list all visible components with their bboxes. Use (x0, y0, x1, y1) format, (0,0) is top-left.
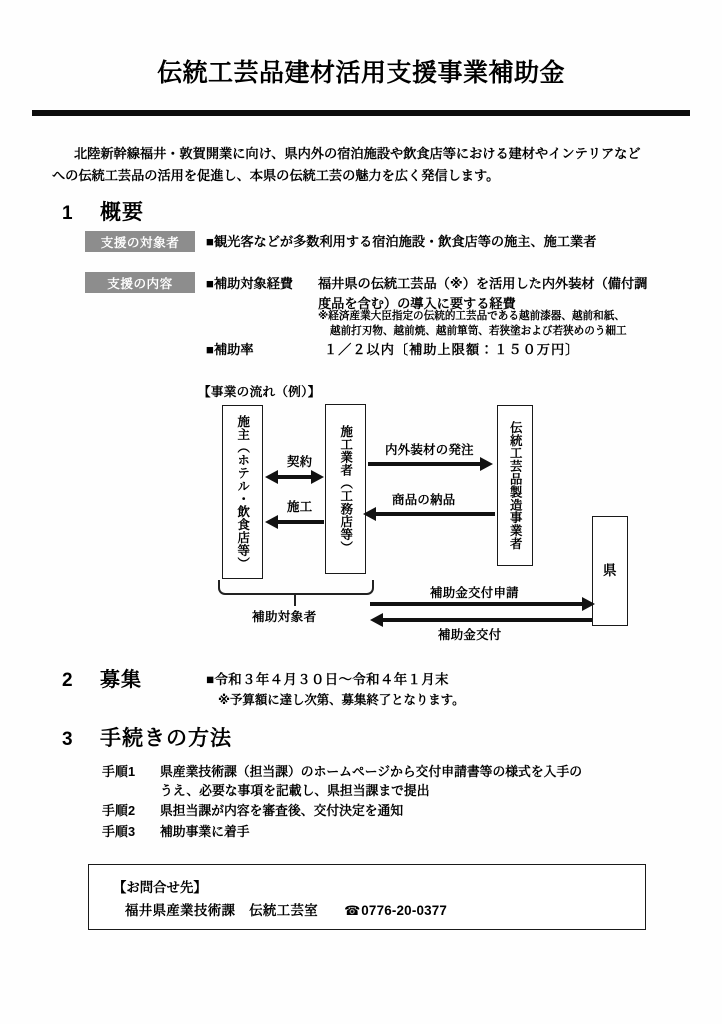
arrow-label-grant: 補助金交付 (438, 628, 502, 642)
badge-support-content: 支援の内容 (85, 272, 195, 293)
flow-bracket-stem (294, 593, 296, 606)
procedure-step (102, 822, 692, 841)
step-text: 県担当課が内容を審査後、交付決定を通知 (160, 803, 404, 819)
arrow-line-delivery (375, 512, 495, 516)
procedure-step (102, 801, 692, 820)
step-text-main: 県産業技術課（担当課）のホームページから交付申請書等の様式を入手の (160, 764, 583, 779)
arrow-line-order (368, 462, 480, 466)
contact-heading: 【お問合せ先】 (113, 880, 207, 895)
arrow-line-application (370, 602, 583, 606)
arrow-label-contract: 契約 (287, 455, 313, 469)
footnote-line-2: 越前打刃物、越前焼、越前箪笥、若狭塗および若狭めのう細工 (330, 325, 627, 338)
intro-paragraph (52, 143, 676, 187)
contact-box (88, 864, 646, 930)
step-text: 補助事業に着手 (160, 823, 250, 839)
contact-details (125, 900, 447, 919)
subsidy-rate-value: １／２以内〔補助上限額：１５０万円〕 (324, 342, 580, 357)
arrow-label-application: 補助金交付申請 (430, 586, 519, 600)
arrow-label-delivery: 商品の納品 (392, 493, 456, 507)
intro-line-1: 北陸新幹線福井・敦賀開業に向け、県内外の宿泊施設や飲食店等における建材やインテリアなど (74, 146, 641, 161)
eligible-cost-label: ■補助対象経費 (206, 276, 294, 291)
flow-diagram-title: 【事業の流れ（例）】 (198, 385, 321, 399)
section-label-overview: 概要 (100, 201, 144, 224)
step-number: 手順1 (102, 764, 136, 779)
procedure-step (102, 762, 692, 800)
section-number-2: 2 (62, 670, 73, 691)
arrow-label-construction: 施工 (287, 500, 313, 514)
section-heading-overview (62, 196, 144, 226)
section-heading-recruitment (62, 663, 142, 692)
arrow-line-grant (382, 618, 592, 622)
arrow-head-construction (265, 515, 278, 529)
flow-bracket-label: 補助対象者 (252, 610, 317, 624)
flow-box-prefecture: 県 (592, 516, 628, 626)
section-number-1: 1 (62, 203, 73, 224)
flow-box-owner: 施主（ホテル・飲食店等） (222, 405, 263, 579)
contact-department: 福井県産業技術課 伝統工芸室 (125, 903, 319, 918)
step-number: 手順3 (102, 823, 136, 839)
page-title: 伝統工芸品建材活用支援事業補助金 (156, 59, 565, 87)
arrow-line-construction (277, 520, 324, 524)
recruitment-note: ※予算額に達し次第、募集終了となります。 (218, 693, 465, 707)
intro-line-2: への伝統工芸品の活用を促進し、本県の伝統工芸の魅力を広く発信します。 (52, 167, 500, 183)
recruitment-period: ■令和３年４月３０日～令和４年１月末 (206, 672, 449, 687)
step-text (160, 762, 692, 800)
arrow-line-contract (277, 475, 313, 479)
flow-box-craft-maker: 伝統工芸品製造事業者 (497, 405, 533, 566)
title-divider (32, 110, 690, 116)
arrow-head-application (582, 597, 595, 611)
step-number: 手順2 (102, 803, 136, 819)
procedure-step-list (102, 762, 692, 842)
contact-phone-number: 0776-20-0377 (361, 903, 448, 918)
arrow-head-order (480, 457, 493, 471)
badge-support-target: 支援の対象者 (85, 231, 195, 252)
arrow-label-order: 内外装材の発注 (385, 443, 474, 457)
subsidy-rate-label: ■補助率 (206, 342, 254, 357)
section-number-3: 3 (62, 729, 73, 750)
section-label-procedure: 手続きの方法 (100, 727, 232, 750)
eligible-cost-line-1: 福井県の伝統工芸品（※）を活用した内外装材（備付調 (318, 276, 648, 291)
arrow-head-contract-right (311, 470, 324, 484)
eligible-cost-footnote (318, 309, 700, 339)
arrow-head-grant (370, 613, 383, 627)
footnote-line-1: ※経済産業大臣指定の伝統的工芸品である越前漆器、越前和紙、 (318, 310, 625, 322)
telephone-icon: ☎ (344, 903, 361, 918)
arrow-head-delivery (363, 507, 376, 521)
arrow-head-contract-left (265, 470, 278, 484)
section-label-recruitment: 募集 (100, 669, 142, 691)
flow-box-builder: 施工業者（工務店等） (325, 404, 366, 574)
support-target-text: ■観光客などが多数利用する宿泊施設・飲食店等の施主、施工業者 (206, 234, 597, 249)
flow-bracket (218, 580, 374, 595)
step-text-continued: うえ、必要な事項を記載し、県担当課まで提出 (160, 783, 430, 799)
eligible-cost-line-2: 度品を含む）の導入に要する経費 (318, 295, 516, 311)
eligible-cost-body (318, 274, 690, 314)
section-heading-procedure (62, 722, 232, 752)
